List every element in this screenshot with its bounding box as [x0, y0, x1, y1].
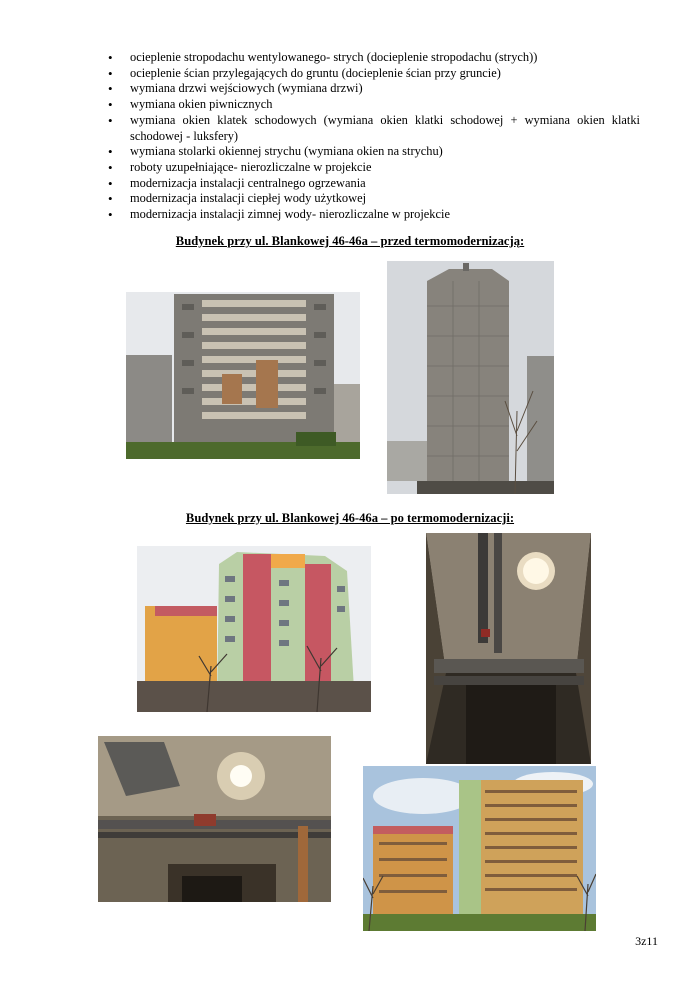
- list-item: • wymiana stolarki okiennej strychu (wymiana okien na strychu): [108, 144, 640, 160]
- photo-basement-pipes: [426, 533, 591, 764]
- list-item: • modernizacja instalacji centralnego ogrzewania: [108, 176, 640, 192]
- photo-building-before-front: [126, 292, 360, 459]
- list-item: • ocieplenie ścian przylegających do gruntu (docieplenie ścian przy gruncie): [108, 66, 640, 82]
- page-number: 3z11: [635, 934, 658, 948]
- list-item: • modernizacja instalacji ciepłej wody użytkowej: [108, 191, 640, 207]
- photo-buildings-after: [363, 766, 596, 931]
- photo-basement-corridor: [98, 736, 331, 902]
- photo-building-after-front: [137, 546, 371, 712]
- list-item: • roboty uzupełniające- nierozliczalne w projekcie: [108, 160, 640, 176]
- list-item: • ocieplenie stropodachu wentylowanego- strych (docieplenie stropodachu (strych)): [108, 50, 640, 66]
- list-item: • wymiana okien piwnicznych: [108, 97, 640, 113]
- list-item: • modernizacja instalacji zimnej wody- nierozliczalne w projekcie: [108, 207, 640, 223]
- list-item: • wymiana drzwi wejściowych (wymiana drzwi): [108, 81, 640, 97]
- list-item: • wymiana okien klatek schodowych (wymiana okien klatki schodowej + wymiana okien klatki schodowej - luksfery): [108, 113, 640, 144]
- photo-building-before-gable: [387, 261, 554, 494]
- heading-after-renovation: Budynek przy ul. Blankowej 46-46a – po termomodernizacji:: [185, 511, 515, 525]
- heading-before-renovation: Budynek przy ul. Blankowej 46-46a – przed termomodernizacją:: [175, 234, 525, 248]
- scope-of-work-list: [108, 50, 640, 223]
